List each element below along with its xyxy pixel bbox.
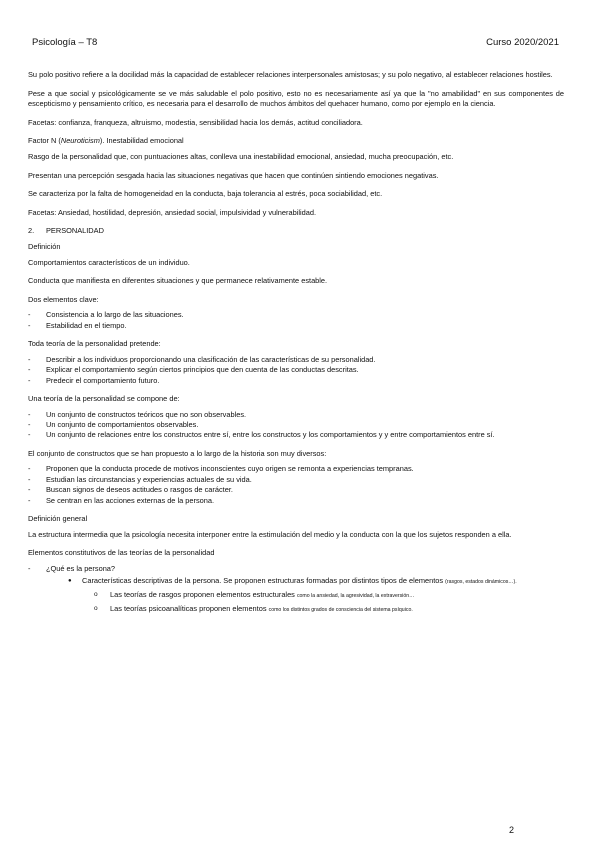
subheading: El conjunto de constructos que se han propuesto a lo largo de la historia son muy diversos: [28,448,327,458]
page-header [32,37,559,49]
bullet-list [46,576,564,615]
list-item: - Un conjunto de constructos teóricos que no son observables. [28,410,564,420]
subheading: Elementos constitutivos de las teorías de la personalidad [28,548,215,558]
list-item: - Consistencia a lo largo de las situaciones. [28,310,564,320]
subheading: Definición [28,241,61,251]
list-item: - Describir a los individuos proporcionando una clasificación de las características de su personalidad. [28,355,564,365]
circle-list [82,590,564,616]
section-number: 2. [28,226,35,236]
paragraph: Facetas: confianza, franqueza, altruismo, modestia, sensibilidad hacia los demás, actitud conciliadora. [28,117,363,127]
list-item: - Se centran en las acciones externas de la persona. [28,496,564,506]
list-item: - Estabilidad en el tiempo. [28,321,564,331]
list-item: - Predecir el comportamiento futuro. [28,376,564,386]
section-title: PERSONALIDAD [46,226,104,236]
subheading: Toda teoría de la personalidad pretende: [28,339,161,349]
list-item: - Estudian las circunstancias y experiencias actuales de su vida. [28,475,564,485]
subheading: Dos elementos clave: [28,294,99,304]
paragraph: Presentan una percepción sesgada hacia las situaciones negativas que hacen que continúen sintiendo emociones negativas. [28,170,439,180]
list-item [28,564,564,616]
dash-list [28,310,564,331]
header-course: Curso 2020/2021 [486,37,559,48]
list-item: - Explicar el comportamiento según ciertos principios que den cuenta de las conductas descritas. [28,365,564,375]
paragraph: Conducta que manifiesta en diferentes situaciones y que permanece relativamente estable. [28,276,328,286]
factor-n-heading: Factor N (Neuroticism). Inestabilidad emocional [28,136,184,146]
list-item: - Buscan signos de deseos actitudes o rasgos de carácter. [28,485,564,495]
paragraph: Se caracteriza por la falta de homogeneidad en la conducta, baja tolerancia al estrés, poca sociabilidad, etc. [28,189,383,199]
page-number: 2 [509,825,515,835]
dash-list [28,355,564,386]
paragraph: Pese a que social y psicológicamente se ve más saludable el polo positivo, esto no es necesariamente así ya que la "no amabilidad" en sus componentes de escepticismo y pensamiento crítico, es necesaria para el desarrollo de muchos ámbitos del quehacer humano, como por ejemplo en la ciencia. [28,88,564,109]
circle-item: o Las teorías psicoanalíticas proponen elementos como los distintos grados de consciencia del sistema psíquico. [82,604,564,615]
dash-list [28,410,564,441]
page-content [28,70,564,618]
header-subject: Psicología – T8 [32,37,98,48]
persona-question: ¿Qué es la persona? [46,563,116,573]
list-item: - Un conjunto de comportamientos observables. [28,420,564,430]
section-heading [28,226,564,237]
bullet-item: ● Características descriptivas de la persona. Se proponen estructuras formadas por distintos tipos de elementos (rasgos, estados dinámicos…). o Las teorías de rasgos proponen elementos estructurales como la ansiedad, la agresividad, la extraversión… o Las teorías psicoanalíticas proponen elementos como los distintos grados de consciencia del sistema psíquico. [46,576,564,615]
subheading: Una teoría de la personalidad se compone de: [28,393,180,403]
list-item: - Proponen que la conducta procede de motivos inconscientes cuyo origen se remonta a experiencias tempranas. [28,464,564,474]
circle-item: o Las teorías de rasgos proponen elementos estructurales como la ansiedad, la agresividad, la extraversión… [82,590,564,601]
dash-list [28,464,564,506]
paragraph: La estructura intermedia que la psicología necesita interponer entre la estimulación del medio y la conducta con la que los sujetos responden a ella. [28,529,512,539]
paragraph: Rasgo de la personalidad que, con puntuaciones altas, conlleva una inestabilidad emocional, ansiedad, mucha preocupación, etc. [28,151,454,161]
dash-list [28,564,564,616]
list-item: - Un conjunto de relaciones entre los constructos entre sí, entre los constructos y los comportamientos y y entre comportamientos entre sí. [28,430,564,440]
paragraph: Comportamientos característicos de un individuo. [28,257,190,267]
paragraph: Su polo positivo refiere a la docilidad más la capacidad de establecer relaciones interpersonales amistosas; y su polo negativo, al establecer relaciones hostiles. [28,70,553,79]
paragraph: Facetas: Ansiedad, hostilidad, depresión, ansiedad social, impulsividad y vulnerabilidad. [28,207,316,217]
subheading: Definición general [28,513,88,523]
